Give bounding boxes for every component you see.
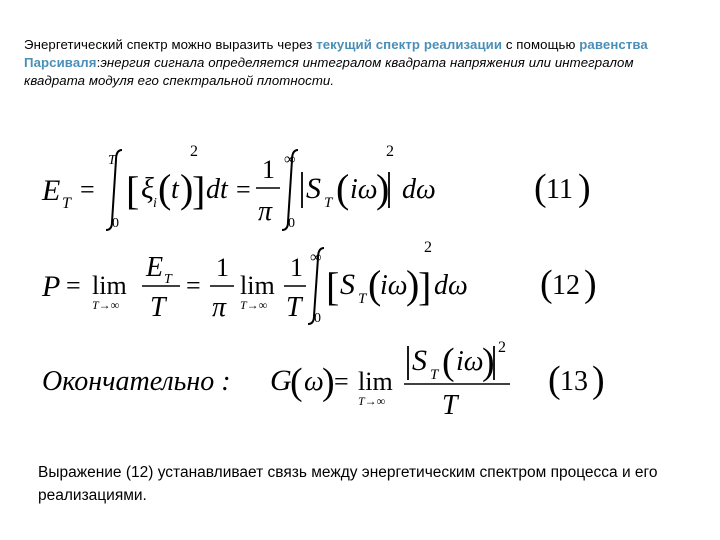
f11-S-sub: T bbox=[324, 195, 333, 211]
f11-xi-sub: i bbox=[153, 196, 157, 211]
intro-text-1: Энергетический спектр можно выразить через bbox=[24, 37, 317, 52]
f13-S-sub: T bbox=[430, 367, 439, 383]
f12-frac-num-sub: T bbox=[164, 272, 172, 287]
f11-lower-limit: 0 bbox=[112, 216, 119, 231]
f11-xi: ξ bbox=[141, 172, 154, 205]
f12-eq: = bbox=[66, 271, 81, 300]
f11-lhs-sub: T bbox=[62, 195, 71, 212]
f11-power: 2 bbox=[190, 143, 198, 160]
f12-S-sub: T bbox=[358, 291, 367, 307]
formula-12 bbox=[41, 239, 597, 326]
f13-G: G bbox=[270, 364, 292, 397]
f12-lim: lim bbox=[92, 271, 127, 300]
f12-paren-open: ( bbox=[368, 262, 382, 307]
f12-paren-close: ) bbox=[406, 262, 420, 307]
term-parseval-equality: равенства Парсиваля bbox=[24, 37, 648, 70]
f12-number-paren-close: ) bbox=[584, 263, 597, 305]
intro-italic-text: энергия сигнала определяется интегралом квадрата напряжения или интегралом квадрата модуля его спектральной плотности. bbox=[24, 55, 634, 88]
formula-13 bbox=[42, 339, 605, 421]
f12-lim2-sub: T→∞ bbox=[240, 298, 268, 312]
f13-paren-close: ) bbox=[322, 361, 335, 403]
f13-arg: iω bbox=[456, 346, 484, 377]
f12-lower: 0 bbox=[314, 311, 321, 326]
f11-S: S bbox=[306, 172, 321, 205]
f11-power2: 2 bbox=[386, 143, 394, 160]
f12-frac2-den: π bbox=[212, 292, 227, 323]
f13-label: Окончательно : bbox=[42, 366, 231, 397]
f12-dw: dω bbox=[434, 270, 468, 301]
intro-text-2: с помощью bbox=[502, 37, 580, 52]
f11-bracket-open: [ bbox=[126, 168, 140, 213]
f12-bracket-open: [ bbox=[326, 264, 340, 309]
f11-number-paren-open: ( bbox=[534, 167, 547, 209]
f12-arg: iω bbox=[380, 270, 408, 301]
f12-eq2: = bbox=[186, 271, 201, 300]
f13-G-arg: ω bbox=[304, 366, 324, 397]
f13-S: S bbox=[412, 344, 427, 377]
f11-paren-close: ) bbox=[180, 166, 194, 211]
f12-lim2: lim bbox=[240, 271, 275, 300]
f13-lim-sub: T→∞ bbox=[358, 394, 386, 408]
f11-lhs: E bbox=[42, 174, 61, 207]
f11-number-paren-close: ) bbox=[578, 167, 591, 209]
formula-11 bbox=[41, 143, 591, 231]
f11-frac-den: π bbox=[258, 196, 273, 227]
f13-number: 13 bbox=[560, 366, 588, 397]
f13-number-paren-open: ( bbox=[548, 359, 561, 401]
f11-paren-open: ( bbox=[158, 166, 172, 211]
f12-bracket-close: ] bbox=[418, 264, 432, 309]
f13-number-paren-close: ) bbox=[592, 359, 605, 401]
f13-paren2-close: ) bbox=[482, 341, 495, 383]
f13-paren-open: ( bbox=[290, 361, 303, 403]
f12-frac2-num: 1 bbox=[216, 253, 229, 282]
f11-eq: = bbox=[80, 175, 95, 204]
f12-number-paren-open: ( bbox=[540, 263, 553, 305]
f13-eq: = bbox=[334, 367, 349, 396]
f12-frac-den: T bbox=[150, 292, 166, 323]
f11-paren-arg: t bbox=[171, 174, 179, 205]
f12-S: S bbox=[340, 268, 355, 301]
f11-upper-limit: T bbox=[108, 153, 116, 168]
f11-arg: iω bbox=[350, 174, 378, 205]
f11-number: 11 bbox=[546, 174, 573, 205]
f11-dt: dt bbox=[206, 174, 228, 205]
f13-den: T bbox=[442, 390, 458, 421]
intro-text-3: : bbox=[96, 55, 101, 70]
f11-bracket-close: ] bbox=[192, 168, 206, 213]
f12-lim-sub: T→∞ bbox=[92, 298, 120, 312]
f12-power: 2 bbox=[424, 239, 432, 256]
f13-paren2-open: ( bbox=[442, 341, 455, 383]
f11-paren2-open: ( bbox=[336, 166, 350, 211]
f12-upper: ∞ bbox=[310, 249, 322, 266]
f11-upper2: ∞ bbox=[284, 151, 296, 168]
f13-lim: lim bbox=[358, 367, 393, 396]
f12-number: 12 bbox=[552, 270, 580, 301]
f12-frac3-den: T bbox=[286, 292, 302, 323]
f11-paren2-close: ) bbox=[376, 166, 390, 211]
f12-lhs: P bbox=[42, 270, 61, 303]
f11-dw: dω bbox=[402, 174, 436, 205]
f11-frac-num: 1 bbox=[262, 155, 275, 184]
f13-power: 2 bbox=[498, 339, 506, 356]
outro-paragraph: Выражение (12) устанавливает связь между энергетическим спектром процесса и его реализациями. bbox=[38, 464, 658, 504]
term-current-spectrum: текущий спектр реализации bbox=[316, 37, 503, 52]
f12-frac-num: E bbox=[146, 252, 164, 283]
f11-eq2: = bbox=[236, 175, 251, 204]
f11-lower2: 0 bbox=[288, 216, 295, 231]
f12-frac3-num: 1 bbox=[290, 253, 303, 282]
